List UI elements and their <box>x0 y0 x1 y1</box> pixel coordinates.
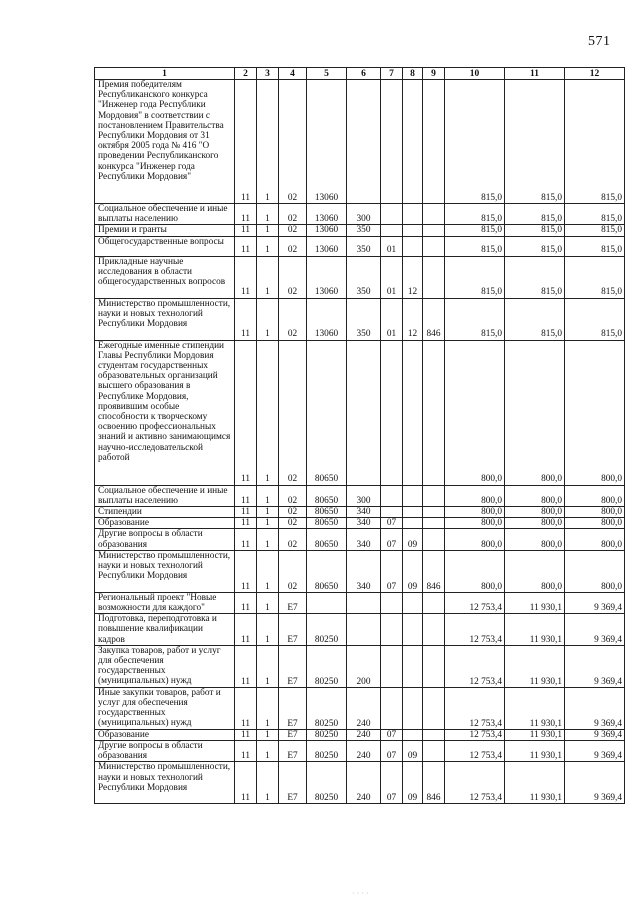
code-cell <box>403 518 423 529</box>
amount-cell: 9 369,4 <box>565 645 625 687</box>
code-cell <box>307 592 347 613</box>
code-cell <box>403 687 423 729</box>
code-cell <box>403 80 423 204</box>
amount-cell: 11 930,1 <box>505 762 565 804</box>
code-cell <box>403 236 423 256</box>
code-cell: 846 <box>423 298 445 340</box>
column-header: 12 <box>565 68 625 80</box>
code-cell: 340 <box>347 529 381 550</box>
code-cell: 11 <box>235 614 257 646</box>
code-cell: 12 <box>403 256 423 298</box>
code-cell: 846 <box>423 550 445 592</box>
row-name-cell: Социальное обеспечение и иные выплаты населению <box>95 204 235 225</box>
code-cell: 11 <box>235 518 257 529</box>
row-name-cell: Премии и гранты <box>95 225 235 236</box>
amount-cell: 800,0 <box>505 518 565 529</box>
code-cell: 02 <box>279 485 307 506</box>
amount-cell: 800,0 <box>445 529 505 550</box>
table-row <box>95 592 625 613</box>
amount-cell: 800,0 <box>565 485 625 506</box>
column-header: 9 <box>423 68 445 80</box>
code-cell <box>423 614 445 646</box>
code-cell: 350 <box>347 225 381 236</box>
column-header: 8 <box>403 68 423 80</box>
amount-cell: 815,0 <box>445 256 505 298</box>
code-cell: 1 <box>257 614 279 646</box>
code-cell: 1 <box>257 592 279 613</box>
code-cell: 1 <box>257 485 279 506</box>
code-cell: 07 <box>381 550 403 592</box>
code-cell: 1 <box>257 298 279 340</box>
code-cell: 1 <box>257 529 279 550</box>
amount-cell: 800,0 <box>445 340 505 485</box>
column-header: 4 <box>279 68 307 80</box>
row-name-cell: Образование <box>95 518 235 529</box>
table-row <box>95 225 625 236</box>
code-cell: 11 <box>235 529 257 550</box>
code-cell: 02 <box>279 204 307 225</box>
row-name-cell: Региональный проект "Новые возможности для каждого" <box>95 592 235 613</box>
budget-table <box>94 67 625 804</box>
amount-cell: 9 369,4 <box>565 729 625 740</box>
table-header-row <box>95 68 625 80</box>
amount-cell: 815,0 <box>565 80 625 204</box>
code-cell: 07 <box>381 518 403 529</box>
column-header: 7 <box>381 68 403 80</box>
amount-cell: 9 369,4 <box>565 762 625 804</box>
code-cell: 340 <box>347 518 381 529</box>
code-cell: 02 <box>279 529 307 550</box>
amount-cell: 11 930,1 <box>505 687 565 729</box>
code-cell: 11 <box>235 741 257 762</box>
code-cell: 09 <box>403 550 423 592</box>
code-cell: 09 <box>403 529 423 550</box>
code-cell: 1 <box>257 204 279 225</box>
amount-cell: 11 930,1 <box>505 741 565 762</box>
code-cell: 80650 <box>307 507 347 518</box>
code-cell: 80250 <box>307 729 347 740</box>
code-cell <box>403 225 423 236</box>
table-row <box>95 518 625 529</box>
amount-cell: 815,0 <box>505 236 565 256</box>
code-cell: 240 <box>347 687 381 729</box>
row-name-cell: Ежегодные именные стипендии Главы Республики Мордовия студентам государственных образовательных организаций высшего образования в Республике Мордовия, проявившим особые способности к творческому освоению профессиональных знаний и активно занимающимся научно-исследовательской работой <box>95 340 235 485</box>
code-cell <box>423 256 445 298</box>
table-row <box>95 741 625 762</box>
code-cell: 07 <box>381 741 403 762</box>
table-row <box>95 298 625 340</box>
amount-cell: 815,0 <box>565 256 625 298</box>
amount-cell: 800,0 <box>565 550 625 592</box>
code-cell: 300 <box>347 485 381 506</box>
code-cell <box>381 592 403 613</box>
code-cell <box>381 485 403 506</box>
table-row <box>95 236 625 256</box>
code-cell: 1 <box>257 741 279 762</box>
code-cell: 02 <box>279 298 307 340</box>
amount-cell: 815,0 <box>445 204 505 225</box>
amount-cell: 815,0 <box>565 225 625 236</box>
amount-cell: 800,0 <box>565 518 625 529</box>
table-row <box>95 762 625 804</box>
code-cell: 80250 <box>307 687 347 729</box>
code-cell: 1 <box>257 340 279 485</box>
code-cell <box>423 729 445 740</box>
code-cell: 80250 <box>307 645 347 687</box>
row-name-cell: Прикладные научные исследования в области общегосударственных вопросов <box>95 256 235 298</box>
code-cell: 80650 <box>307 485 347 506</box>
amount-cell: 815,0 <box>565 236 625 256</box>
code-cell: 80650 <box>307 518 347 529</box>
code-cell <box>347 340 381 485</box>
amount-cell: 11 930,1 <box>505 614 565 646</box>
code-cell: 1 <box>257 550 279 592</box>
code-cell: 80250 <box>307 762 347 804</box>
code-cell: 1 <box>257 236 279 256</box>
table-row <box>95 550 625 592</box>
row-name-cell: Министерство промышленности, науки и новых технологий Республики Мордовия <box>95 762 235 804</box>
code-cell: E7 <box>279 687 307 729</box>
amount-cell: 815,0 <box>445 236 505 256</box>
amount-cell: 800,0 <box>505 485 565 506</box>
code-cell: 240 <box>347 762 381 804</box>
code-cell: 1 <box>257 687 279 729</box>
amount-cell: 9 369,4 <box>565 614 625 646</box>
code-cell: 11 <box>235 550 257 592</box>
code-cell <box>381 340 403 485</box>
code-cell: 350 <box>347 256 381 298</box>
code-cell: 80250 <box>307 741 347 762</box>
amount-cell: 815,0 <box>505 298 565 340</box>
amount-cell: 815,0 <box>505 256 565 298</box>
code-cell <box>423 645 445 687</box>
column-header: 3 <box>257 68 279 80</box>
code-cell: 13060 <box>307 204 347 225</box>
amount-cell: 815,0 <box>565 298 625 340</box>
row-name-cell: Стипендии <box>95 507 235 518</box>
code-cell <box>423 507 445 518</box>
code-cell: 80650 <box>307 550 347 592</box>
column-header: 5 <box>307 68 347 80</box>
code-cell: 13060 <box>307 80 347 204</box>
table-row <box>95 204 625 225</box>
table-row <box>95 687 625 729</box>
table-row <box>95 645 625 687</box>
row-name-cell: Другие вопросы в области образования <box>95 741 235 762</box>
code-cell <box>403 204 423 225</box>
code-cell <box>381 687 403 729</box>
code-cell <box>381 645 403 687</box>
table-row <box>95 507 625 518</box>
code-cell: 11 <box>235 507 257 518</box>
code-cell: 01 <box>381 236 403 256</box>
code-cell: 11 <box>235 729 257 740</box>
amount-cell: 800,0 <box>445 507 505 518</box>
code-cell <box>381 204 403 225</box>
code-cell <box>381 80 403 204</box>
column-header: 2 <box>235 68 257 80</box>
code-cell: 340 <box>347 507 381 518</box>
code-cell: 80650 <box>307 340 347 485</box>
amount-cell: 12 753,4 <box>445 614 505 646</box>
code-cell: 11 <box>235 762 257 804</box>
amount-cell: 815,0 <box>445 225 505 236</box>
code-cell: 1 <box>257 645 279 687</box>
amount-cell: 800,0 <box>505 507 565 518</box>
code-cell: 02 <box>279 550 307 592</box>
column-header: 11 <box>505 68 565 80</box>
amount-cell: 12 753,4 <box>445 645 505 687</box>
code-cell: 300 <box>347 204 381 225</box>
code-cell: 02 <box>279 80 307 204</box>
row-name-cell: Иные закупки товаров, работ и услуг для обеспечения государственных (муниципальных) нужд <box>95 687 235 729</box>
amount-cell: 815,0 <box>445 298 505 340</box>
code-cell: 13060 <box>307 236 347 256</box>
code-cell: E7 <box>279 614 307 646</box>
code-cell: 01 <box>381 256 403 298</box>
code-cell: 350 <box>347 298 381 340</box>
code-cell: 11 <box>235 485 257 506</box>
page-number: 571 <box>588 34 611 49</box>
code-cell: 02 <box>279 236 307 256</box>
code-cell: 1 <box>257 80 279 204</box>
code-cell: 11 <box>235 80 257 204</box>
table-row <box>95 80 625 204</box>
amount-cell: 815,0 <box>505 225 565 236</box>
amount-cell: 800,0 <box>565 529 625 550</box>
row-name-cell: Социальное обеспечение и иные выплаты населению <box>95 485 235 506</box>
code-cell: 1 <box>257 518 279 529</box>
code-cell: 846 <box>423 762 445 804</box>
amount-cell: 815,0 <box>505 80 565 204</box>
amount-cell: 800,0 <box>445 518 505 529</box>
code-cell <box>347 614 381 646</box>
code-cell: 11 <box>235 256 257 298</box>
code-cell <box>381 225 403 236</box>
row-name-cell: Подготовка, переподготовка и повышение квалификации кадров <box>95 614 235 646</box>
row-name-cell: Другие вопросы в области образования <box>95 529 235 550</box>
row-name-cell: Общегосударственные вопросы <box>95 236 235 256</box>
table-body <box>95 80 625 804</box>
amount-cell: 12 753,4 <box>445 762 505 804</box>
code-cell <box>423 741 445 762</box>
amount-cell: 815,0 <box>565 204 625 225</box>
code-cell <box>403 645 423 687</box>
row-name-cell: Закупка товаров, работ и услуг для обеспечения государственных (муниципальных) нужд <box>95 645 235 687</box>
amount-cell: 11 930,1 <box>505 729 565 740</box>
code-cell <box>403 485 423 506</box>
table-row <box>95 340 625 485</box>
code-cell: 01 <box>381 298 403 340</box>
code-cell <box>381 507 403 518</box>
code-cell: 13060 <box>307 225 347 236</box>
amount-cell: 800,0 <box>565 340 625 485</box>
code-cell: 350 <box>347 236 381 256</box>
code-cell: 11 <box>235 298 257 340</box>
row-name-cell: Министерство промышленности, науки и новых технологий Республики Мордовия <box>95 298 235 340</box>
code-cell: 1 <box>257 507 279 518</box>
code-cell <box>423 80 445 204</box>
amount-cell: 815,0 <box>445 80 505 204</box>
row-name-cell: Образование <box>95 729 235 740</box>
code-cell <box>423 518 445 529</box>
code-cell: 07 <box>381 729 403 740</box>
code-cell: 11 <box>235 687 257 729</box>
amount-cell: 815,0 <box>505 204 565 225</box>
amount-cell: 9 369,4 <box>565 741 625 762</box>
column-header: 1 <box>95 68 235 80</box>
amount-cell: 800,0 <box>505 550 565 592</box>
code-cell <box>423 340 445 485</box>
amount-cell: 9 369,4 <box>565 592 625 613</box>
code-cell: 02 <box>279 518 307 529</box>
code-cell <box>423 592 445 613</box>
code-cell: 12 <box>403 298 423 340</box>
code-cell <box>423 687 445 729</box>
code-cell <box>423 485 445 506</box>
row-name-cell: Министерство промышленности, науки и новых технологий Республики Мордовия <box>95 550 235 592</box>
code-cell: 02 <box>279 256 307 298</box>
code-cell: 1 <box>257 729 279 740</box>
code-cell: E7 <box>279 645 307 687</box>
code-cell: 02 <box>279 340 307 485</box>
code-cell <box>403 614 423 646</box>
code-cell: 02 <box>279 507 307 518</box>
column-header: 6 <box>347 68 381 80</box>
code-cell <box>381 614 403 646</box>
amount-cell: 800,0 <box>445 550 505 592</box>
code-cell: 02 <box>279 225 307 236</box>
amount-cell: 11 930,1 <box>505 592 565 613</box>
code-cell: 11 <box>235 236 257 256</box>
code-cell <box>403 729 423 740</box>
code-cell <box>403 592 423 613</box>
table-row <box>95 529 625 550</box>
code-cell: 13060 <box>307 256 347 298</box>
code-cell <box>347 592 381 613</box>
amount-cell: 11 930,1 <box>505 645 565 687</box>
code-cell: 80250 <box>307 614 347 646</box>
code-cell <box>423 225 445 236</box>
code-cell: 11 <box>235 225 257 236</box>
amount-cell: 12 753,4 <box>445 729 505 740</box>
code-cell: 11 <box>235 592 257 613</box>
amount-cell: 800,0 <box>505 529 565 550</box>
code-cell: 200 <box>347 645 381 687</box>
code-cell: 09 <box>403 741 423 762</box>
code-cell: 80650 <box>307 529 347 550</box>
code-cell <box>403 507 423 518</box>
code-cell: E7 <box>279 741 307 762</box>
table-row <box>95 729 625 740</box>
code-cell: 09 <box>403 762 423 804</box>
code-cell: 07 <box>381 529 403 550</box>
code-cell: 1 <box>257 225 279 236</box>
code-cell <box>347 80 381 204</box>
code-cell: 07 <box>381 762 403 804</box>
table-row <box>95 256 625 298</box>
table-row <box>95 614 625 646</box>
table-row <box>95 485 625 506</box>
code-cell: 11 <box>235 645 257 687</box>
code-cell <box>423 204 445 225</box>
code-cell: 340 <box>347 550 381 592</box>
code-cell: E7 <box>279 729 307 740</box>
row-name-cell: Премия победителям Республиканского конкурса "Инженер года Республики Мордовия" в соответствии с постановлением Правительства Республики Мордовия от 31 октября 2005 года № 416 "О проведении Республиканского конкурса "Инженер года Республики Мордовия" <box>95 80 235 204</box>
column-header: 10 <box>445 68 505 80</box>
code-cell: 11 <box>235 204 257 225</box>
code-cell: 240 <box>347 741 381 762</box>
code-cell: 1 <box>257 762 279 804</box>
amount-cell: 800,0 <box>565 507 625 518</box>
amount-cell: 12 753,4 <box>445 741 505 762</box>
scan-artifact: · · · · <box>352 889 369 898</box>
amount-cell: 800,0 <box>445 485 505 506</box>
code-cell: 240 <box>347 729 381 740</box>
code-cell: 11 <box>235 340 257 485</box>
amount-cell: 12 753,4 <box>445 687 505 729</box>
amount-cell: 9 369,4 <box>565 687 625 729</box>
code-cell: E7 <box>279 592 307 613</box>
code-cell <box>423 529 445 550</box>
code-cell: E7 <box>279 762 307 804</box>
code-cell <box>423 236 445 256</box>
amount-cell: 12 753,4 <box>445 592 505 613</box>
code-cell <box>403 340 423 485</box>
amount-cell: 800,0 <box>505 340 565 485</box>
code-cell: 13060 <box>307 298 347 340</box>
code-cell: 1 <box>257 256 279 298</box>
